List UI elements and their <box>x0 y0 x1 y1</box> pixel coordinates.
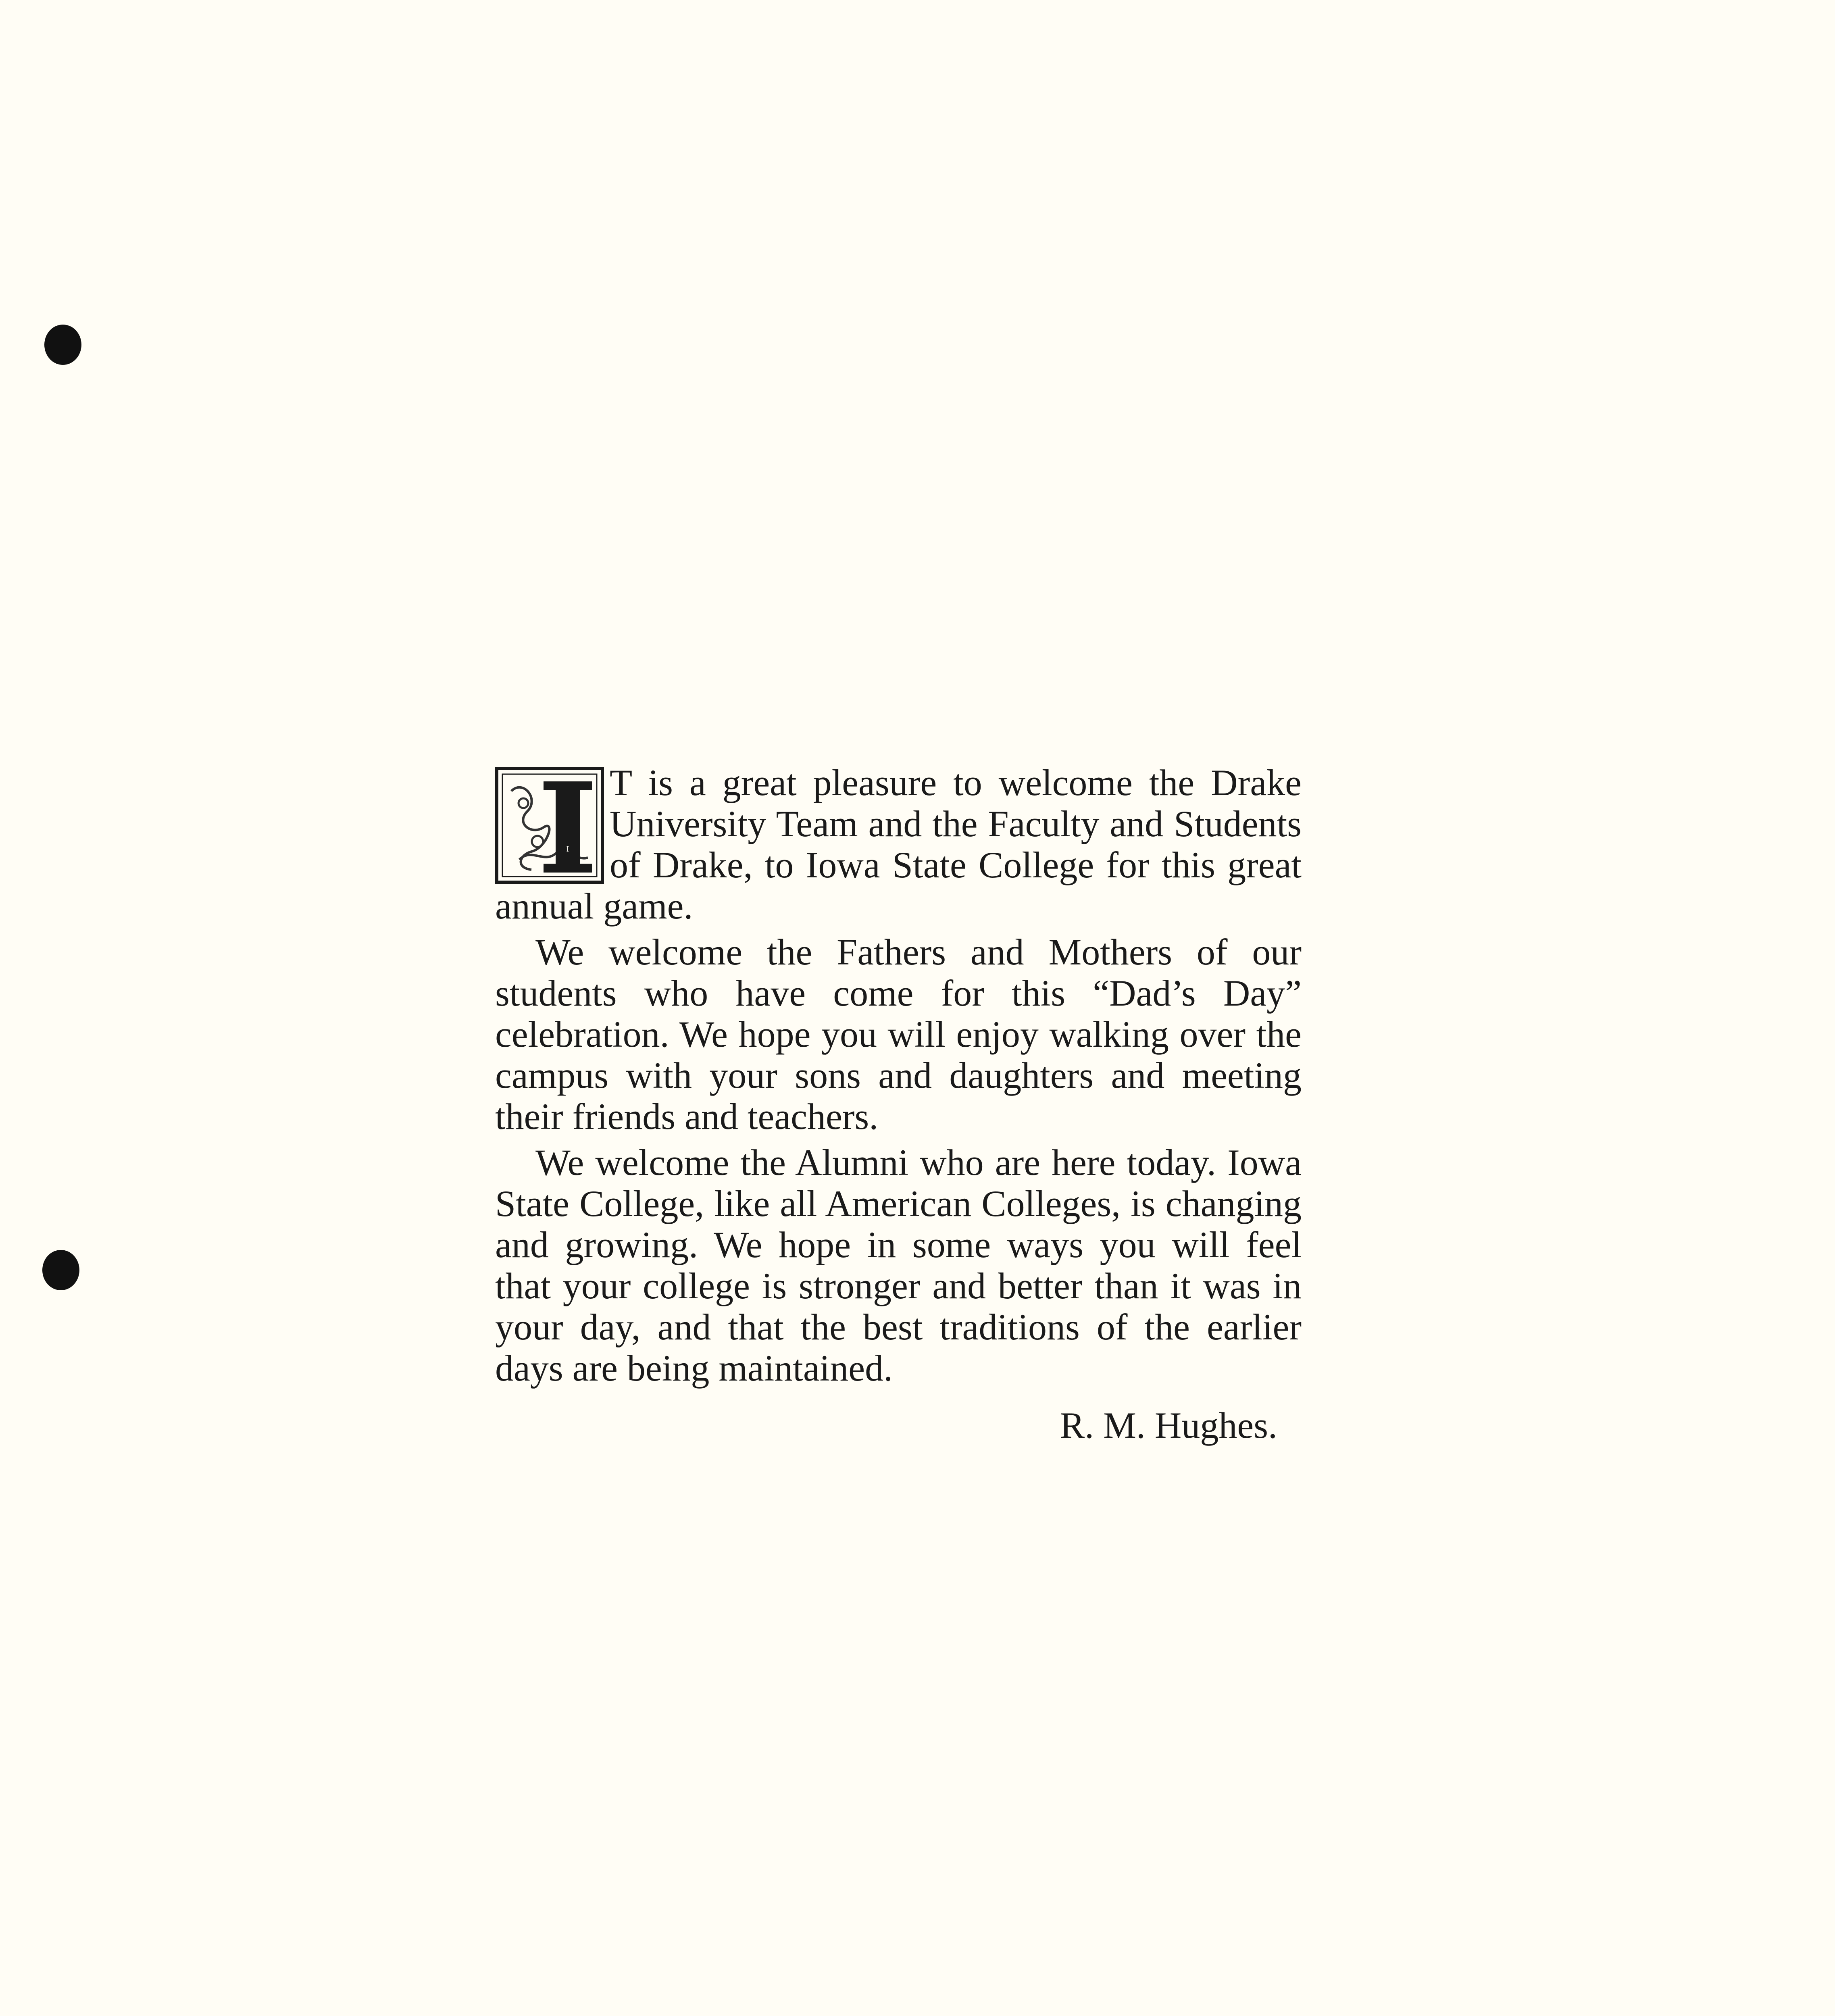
letter-paragraph-2: We welcome the Fathers and Mothers of our students who have come for this “Dad’s Day” celebration. We hope you will enjoy walking over the campus with your sons and daughters and meeting their friends and teachers. <box>495 931 1302 1137</box>
binder-punch-hole <box>44 325 81 365</box>
signature: R. M. Hughes. <box>1060 1405 1277 1446</box>
binder-punch-hole <box>42 1250 79 1290</box>
letter-paragraph-3: We welcome the Alumni who are here today. Iowa State College, like all American Colleges, is changing and growing. We hope in some ways you will feel that your college is stronger and better than it was in your day, and that the best traditions of the earlier days are being maintained. <box>495 1142 1302 1389</box>
ornamental-drop-cap <box>495 767 604 884</box>
drop-cap-letter: I <box>566 845 569 854</box>
welcome-letter <box>495 762 1302 1446</box>
letter-paragraph-1 <box>495 762 1302 927</box>
paragraph-text: T is a great pleasure to welcome the Drake University Team and the Faculty and Students of Drake, to Iowa State College for this great annual game. <box>495 762 1302 927</box>
